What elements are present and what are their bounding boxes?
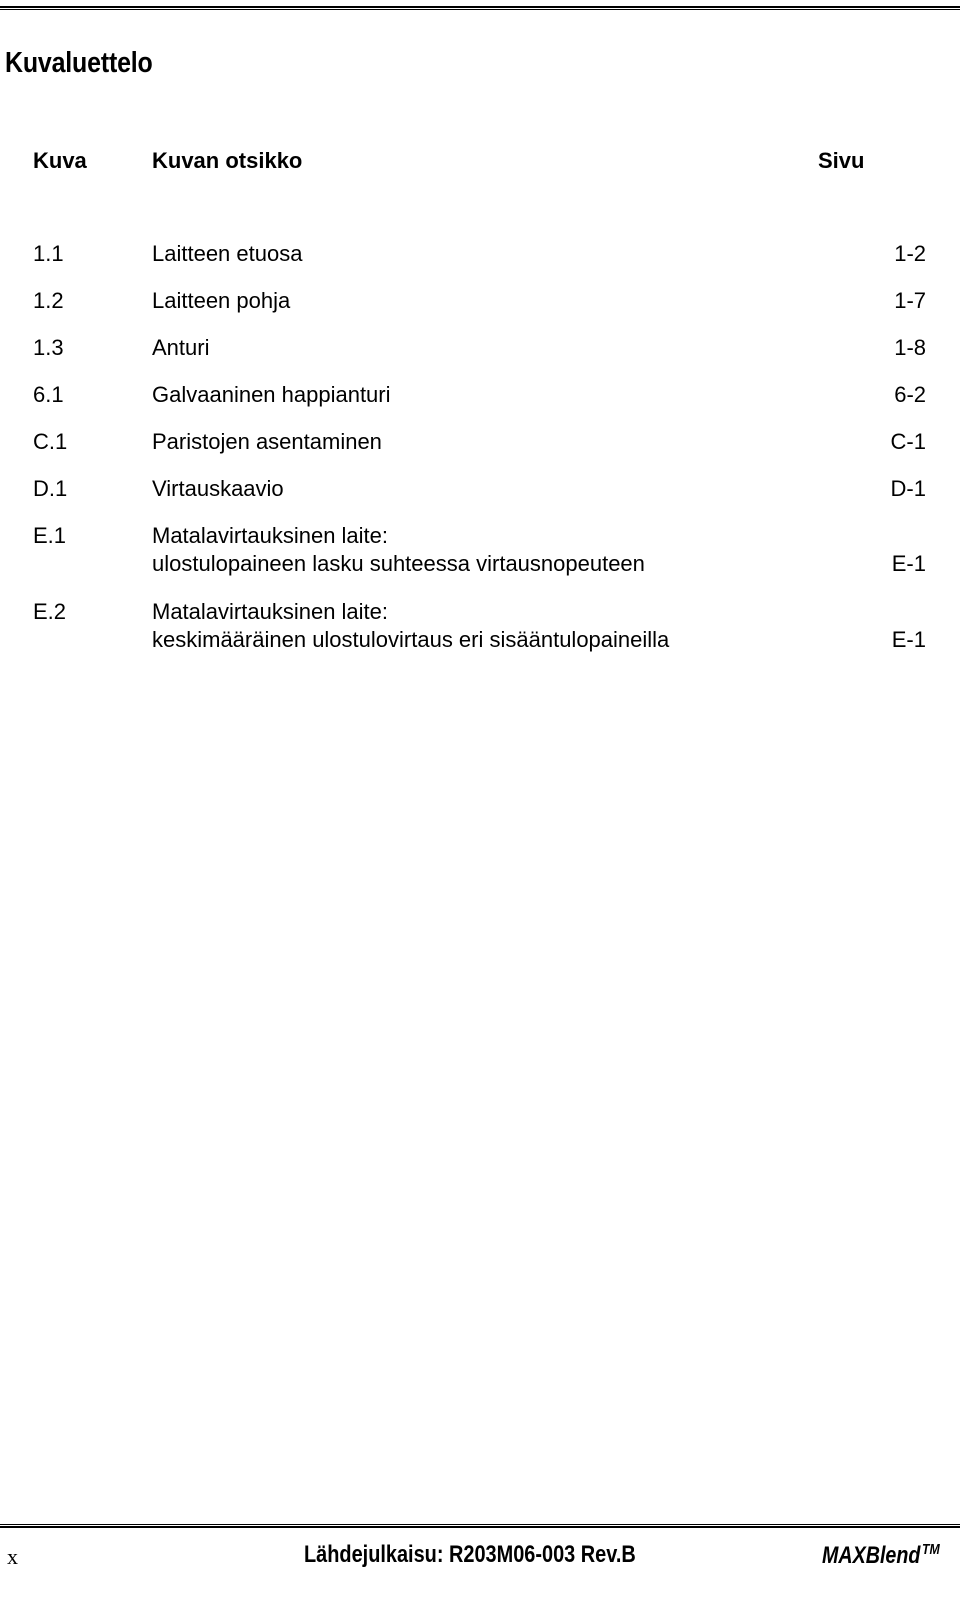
figure-title xyxy=(152,522,645,578)
figure-number: 6.1 xyxy=(33,382,64,407)
figure-page: E-1 xyxy=(891,551,926,576)
figure-title: Galvaaninen happianturi xyxy=(152,382,391,407)
footer-source-publication: Lähdejulkaisu: R203M06-003 Rev.B xyxy=(304,1541,636,1568)
figure-number: C.1 xyxy=(33,429,68,454)
figure-number: 1.2 xyxy=(33,288,64,313)
trademark-mark: TM xyxy=(922,1541,940,1558)
footer-product-name xyxy=(822,1541,940,1570)
column-header-figure: Kuva xyxy=(33,148,87,173)
figure-page: 1-2 xyxy=(894,241,926,266)
figure-title: Laitteen pohja xyxy=(152,288,291,313)
column-header-title: Kuvan otsikko xyxy=(152,148,303,173)
figure-page: 6-2 xyxy=(894,382,926,407)
column-header-page: Sivu xyxy=(818,148,865,173)
figure-title-line-2: keskimääräinen ulostulovirtaus eri sisääntulopaineilla xyxy=(152,627,670,652)
figure-number: 1.1 xyxy=(33,241,64,266)
figure-page: C-1 xyxy=(890,429,926,454)
figure-title: Anturi xyxy=(152,335,210,360)
top-rule xyxy=(0,6,960,10)
figure-title: Laitteen etuosa xyxy=(152,241,303,266)
bottom-rule xyxy=(0,1524,960,1528)
figure-title: Paristojen asentaminen xyxy=(152,429,382,454)
figure-page: 1-8 xyxy=(894,335,926,360)
figure-page: E-1 xyxy=(891,627,926,652)
footer-page-number: x xyxy=(7,1544,18,1569)
figure-title-line-1: Matalavirtauksinen laite: xyxy=(152,523,389,548)
figure-number: 1.3 xyxy=(33,335,64,360)
figure-title: Virtauskaavio xyxy=(152,476,284,501)
figure-number: E.1 xyxy=(33,523,67,548)
figure-title-line-2: ulostulopaineen lasku suhteessa virtausnopeuteen xyxy=(152,551,645,576)
page-title: Kuvaluettelo xyxy=(5,47,153,79)
figure-number: D.1 xyxy=(33,476,68,501)
figure-title-line-1: Matalavirtauksinen laite: xyxy=(152,599,389,624)
figure-page: 1-7 xyxy=(894,288,926,313)
figure-title xyxy=(152,598,669,654)
product-name: MAXBlend xyxy=(822,1542,921,1569)
figure-number: E.2 xyxy=(33,599,67,624)
figure-page: D-1 xyxy=(890,476,926,501)
